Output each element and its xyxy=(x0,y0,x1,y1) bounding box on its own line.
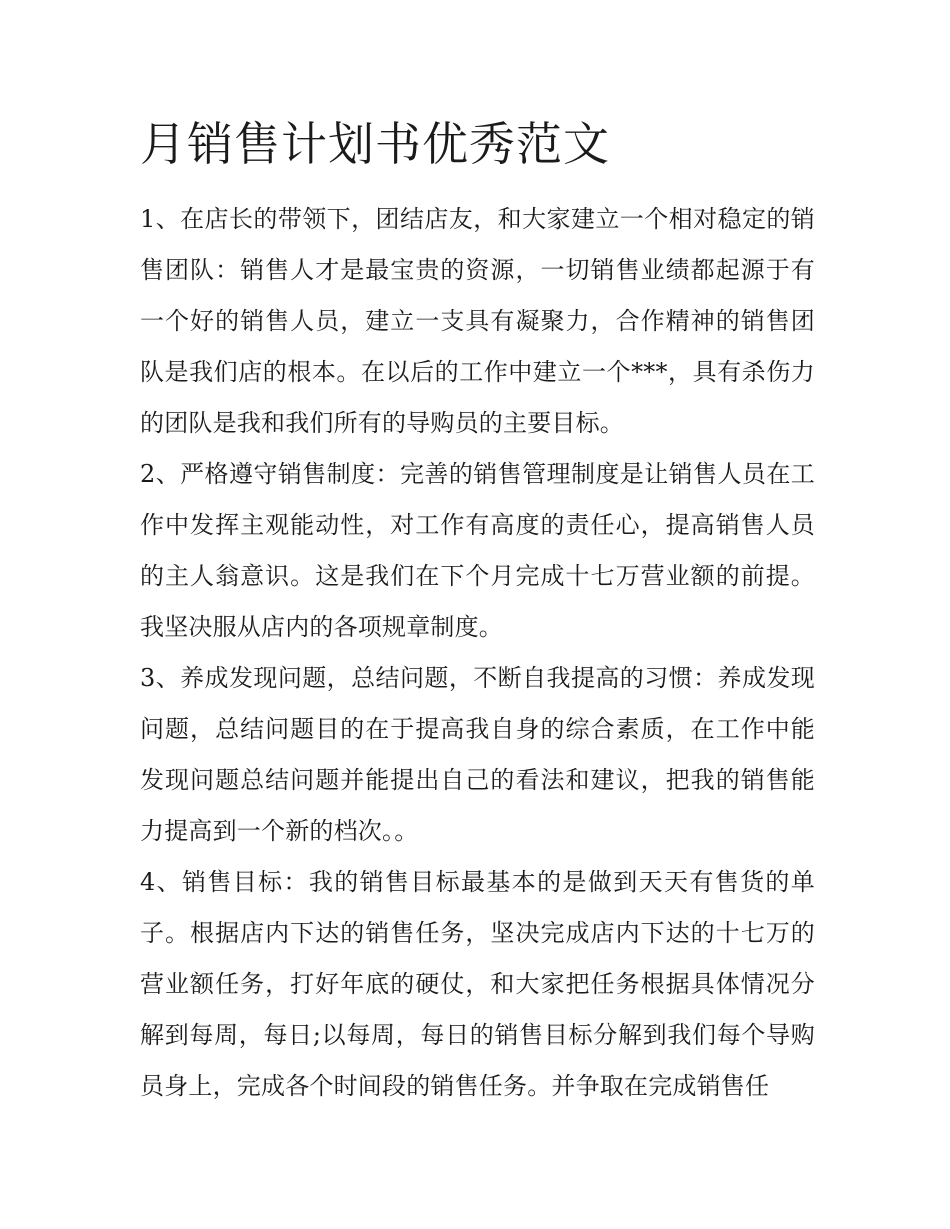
paragraph-1: 1、在店长的带领下，团结店友，和大家建立一个相对稳定的销售团队：销售人才是最宝贵的资源，一切销售业绩都起源于有一个好的销售人员，建立一支具有凝聚力，合作精神的销售团队是我们店的根本。在以后的工作中建立一个***，具有杀伤力的团队是我和我们所有的导购员的主要目标。 xyxy=(140,205,815,437)
document-body xyxy=(140,112,815,1112)
paragraph-2: 2、严格遵守销售制度：完善的销售管理制度是让销售人员在工作中发挥主观能动性，对工作有高度的责任心，提高销售人员的主人翁意识。这是我们在下个月完成十七万营业额的前提。我坚决服从店内的各项规章制度。 xyxy=(140,460,815,641)
paragraph-4: 4、销售目标：我的销售目标最基本的是做到天天有售货的单子。根据店内下达的销售任务，坚决完成店内下达的十七万的营业额任务，打好年底的硬仗，和大家把任务根据具体情况分解到每周，每日;以每周，每日的销售目标分解到我们每个导购员身上，完成各个时间段的销售任务。并争取在完成销售任 xyxy=(140,868,815,1100)
document-title: 月销售计划书优秀范文 xyxy=(140,117,610,171)
paragraph-3: 3、养成发现问题，总结问题，不断自我提高的习惯：养成发现问题，总结问题目的在于提高我自身的综合素质，在工作中能发现问题总结问题并能提出自己的看法和建议，把我的销售能力提高到一个新的档次。。 xyxy=(140,664,815,845)
